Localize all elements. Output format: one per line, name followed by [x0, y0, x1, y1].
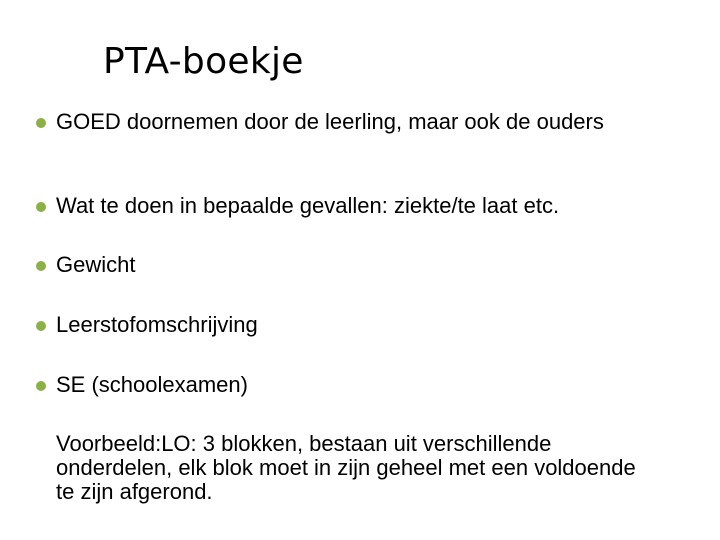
bullet-text: Wat te doen in bepaalde gevallen: ziekte/te laat etc.: [56, 193, 560, 218]
bullet-dot-icon: [36, 118, 46, 128]
bullet-item: [56, 373, 656, 397]
bullet-text: SE (schoolexamen): [56, 372, 248, 397]
bullet-text: Leerstofomschrijving: [56, 312, 258, 337]
bullet-text: Gewicht: [56, 252, 136, 277]
slide-title: PTA-boekje: [103, 41, 304, 82]
bullet-text: GOED doornemen door de leerling, maar ook de ouders: [56, 109, 604, 134]
example-paragraph: Voorbeeld:LO: 3 blokken, bestaan uit verschillende onderdelen, elk blok moet in zijn geheel met een voldoende te zijn afgerond.: [56, 431, 636, 504]
bullet-dot-icon: [36, 381, 46, 391]
bullet-dot-icon: [36, 202, 46, 212]
bullet-dot-icon: [36, 321, 46, 331]
bullet-item: [56, 194, 656, 218]
bullet-item: [56, 253, 656, 277]
bullet-item: [56, 110, 656, 134]
bullet-item: [56, 313, 656, 337]
bullet-dot-icon: [36, 261, 46, 271]
